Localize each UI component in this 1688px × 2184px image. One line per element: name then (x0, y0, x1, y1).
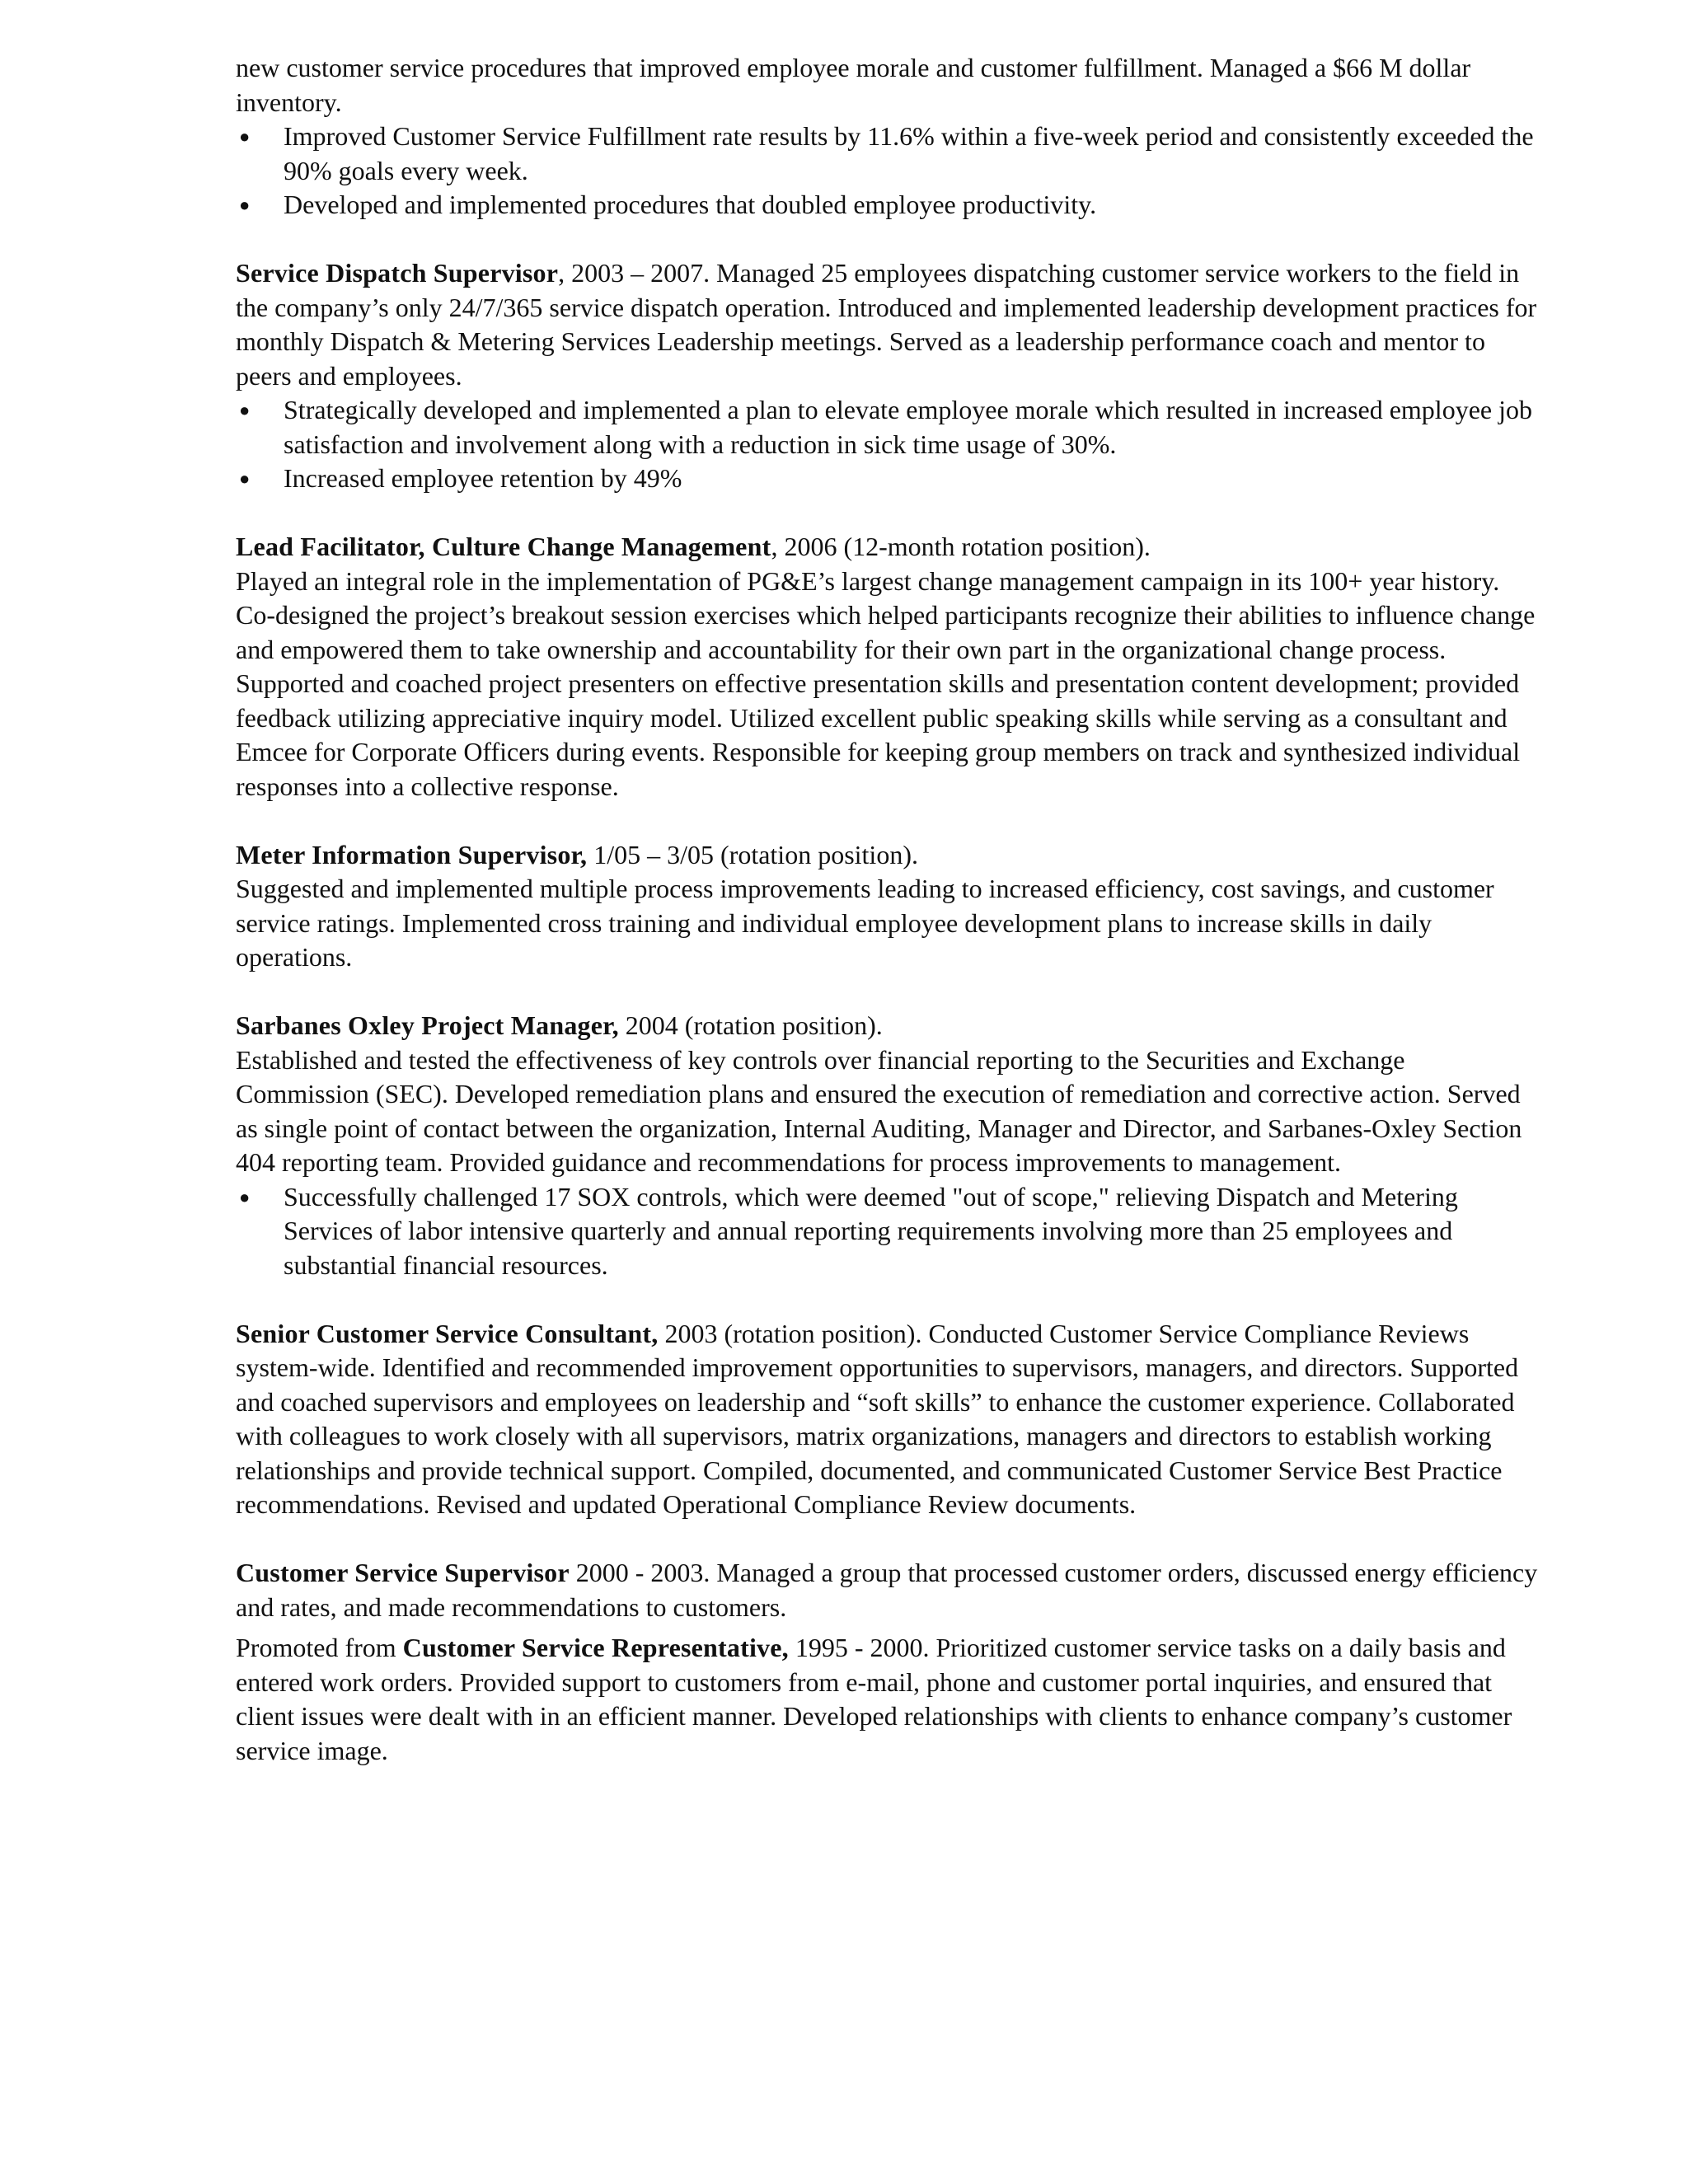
intro-section (236, 51, 1538, 223)
job-title: Service Dispatch Supervisor (236, 258, 559, 288)
list-item (236, 188, 1538, 223)
bullet-text: Improved Customer Service Fulfillment rate results by 11.6% within a five-week period and consistently exceeded the 90% goals every week. (284, 121, 1534, 185)
bullet-icon: ● (239, 400, 251, 420)
bullet-text: Strategically developed and implemented a plan to elevate employee morale which resulted in increased employee job satisfaction and involvement along with a reduction in sick time usage of 30%. (284, 395, 1532, 459)
job-bullet-list (236, 393, 1538, 496)
job-heading (236, 530, 1538, 565)
bullet-text: Developed and implemented procedures that doubled employee productivity. (284, 190, 1097, 219)
job-summary (236, 1631, 1538, 1768)
job-summary (236, 1556, 1538, 1624)
job-lead-facilitator (236, 530, 1538, 804)
job-details: 1/05 – 3/05 (rotation position). (587, 839, 918, 869)
job-title: Sarbanes Oxley Project Manager, (236, 1010, 619, 1040)
job-title: Customer Service Supervisor (236, 1558, 570, 1587)
job-description: Suggested and implemented multiple process improvements leading to increased efficiency, cost savings, and customer service ratings. Implemented cross training and individual employee development plans to increase skills in daily operations. (236, 874, 1494, 972)
list-item (236, 462, 1538, 496)
bullet-text: Successfully challenged 17 SOX controls, which were deemed "out of scope," relieving Dispatch and Metering Services of labor intensive quarterly and annual reporting requirements involving more than 25 employees and substantial financial resources. (284, 1181, 1458, 1280)
job-prefix: Promoted from (236, 1633, 403, 1662)
job-customer-service-representative (236, 1631, 1538, 1768)
job-customer-service-supervisor (236, 1556, 1538, 1624)
job-service-dispatch-supervisor (236, 256, 1538, 496)
intro-bullet-list (236, 120, 1538, 223)
job-description: Played an integral role in the implementation of PG&E’s largest change management campaign in its 100+ year history. Co-designed the project’s breakout session exercises which helped participants recognize their abilities to influence change and empowered them to take ownership and accountability for their own part in the organizational change process. Supported and coached project presenters on effective presentation skills and presentation content development; provided feedback utilizing appreciative inquiry model. Utilized excellent public speaking skills while serving as a consultant and Emcee for Corporate Officers during events. Responsible for keeping group members on track and synthesized individual responses into a collective response. (236, 565, 1536, 801)
job-details: , 2003 – 2007. Managed 25 employees dispatching customer service workers to the field in the company’s only 24/7/365 service dispatch operation. Introduced and implemented leadership development practices for monthly Dispatch & Metering Services Leadership meetings. Served as a leadership performance coach and mentor to peers and employees. (236, 258, 1537, 391)
job-summary (236, 256, 1538, 393)
job-sarbanes-oxley-project-manager (236, 1009, 1538, 1282)
job-details: 1995 - 2000. Prioritized customer service tasks on a daily basis and entered work orders. Provided support to customers from e-mail, phone and customer portal inquiries, and ensured that client issues were dealt with in an efficient manner. Developed relationships with clients to enhance company’s customer service image. (236, 1633, 1512, 1765)
job-senior-customer-service-consultant (236, 1317, 1538, 1522)
job-bullet-list (236, 1180, 1538, 1283)
job-heading (236, 838, 1538, 873)
bullet-icon: ● (239, 468, 251, 489)
bullet-text: Increased employee retention by 49% (284, 463, 682, 493)
job-meter-information-supervisor (236, 838, 1538, 975)
job-details: , 2006 (12-month rotation position). (771, 532, 1151, 561)
intro-text: new customer service procedures that improved employee morale and customer fulfillment. Managed a $66 M dollar inventory. (236, 53, 1471, 117)
list-item (236, 393, 1538, 462)
job-details: 2003 (rotation position). Conducted Customer Service Compliance Reviews system-wide. Identified and recommended improvement opportunities to supervisors, managers, and directors. Supported and coached supervisors and employees on leadership and “soft skills” to enhance the customer experience. Collaborated with colleagues to work closely with all supervisors, matrix organizations, managers and directors to establish working relationships and provide technical support. Compiled, documented, and communicated Customer Service Best Practice recommendations. Revised and updated Operational Compliance Review documents. (236, 1318, 1519, 1519)
bullet-icon: ● (239, 1186, 251, 1207)
job-title: Meter Information Supervisor, (236, 839, 588, 869)
bullet-icon: ● (239, 126, 251, 147)
job-title: Senior Customer Service Consultant, (236, 1318, 659, 1348)
job-details: 2004 (rotation position). (618, 1010, 883, 1040)
bullet-icon: ● (239, 194, 251, 215)
resume-page (236, 51, 1538, 1768)
job-details: 2000 - 2003. Managed a group that processed customer orders, discussed energy efficiency and rates, and made recommendations to customers. (236, 1558, 1538, 1622)
job-title: Customer Service Representative, (402, 1633, 789, 1662)
job-heading (236, 1009, 1538, 1043)
job-description: Established and tested the effectiveness of key controls over financial reporting to the Securities and Exchange Commission (SEC). Developed remediation plans and ensured the execution of remediation and corrective action. Served as single point of contact between the organization, Internal Auditing, Manager and Director, and Sarbanes-Oxley Section 404 reporting team. Provided guidance and recommendations for process improvements to management. (236, 1044, 1522, 1177)
job-summary (236, 1317, 1538, 1522)
job-title: Lead Facilitator, Culture Change Management (236, 532, 771, 561)
list-item (236, 120, 1538, 188)
list-item (236, 1180, 1538, 1283)
